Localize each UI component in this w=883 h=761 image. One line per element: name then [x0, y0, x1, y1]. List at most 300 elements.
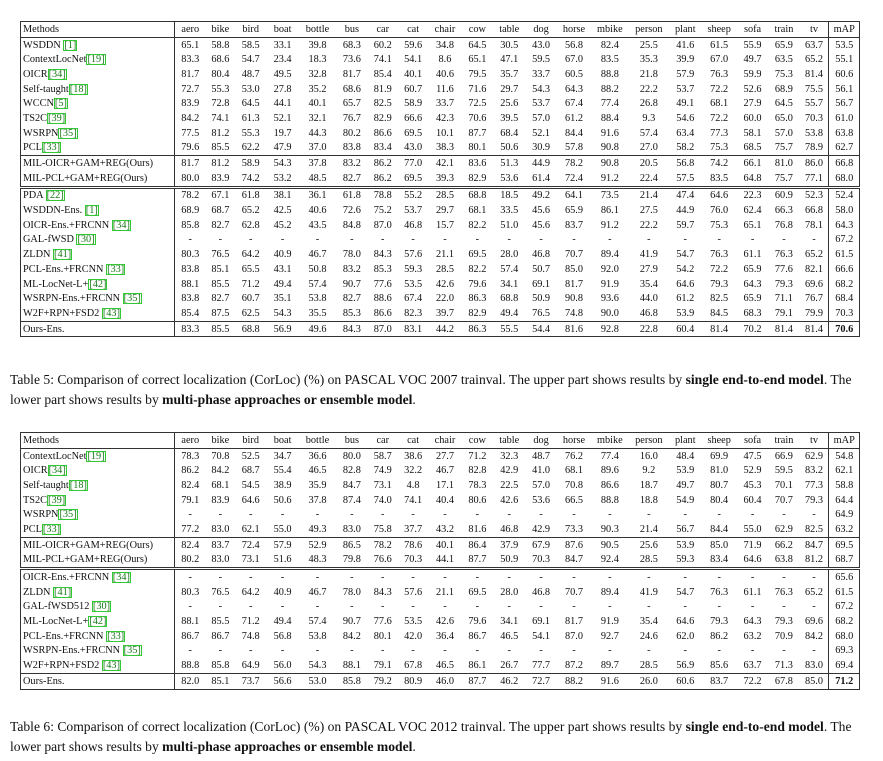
- value-cell: 18.8: [639, 494, 658, 506]
- value-cell: 22.8: [629, 321, 669, 337]
- method-name: [21, 600, 175, 615]
- value-cell: 40.1: [428, 537, 461, 552]
- method-label: WSDDN-Ens.: [23, 205, 85, 217]
- value-cell: 84.5: [710, 307, 729, 319]
- value-cell: 67.1: [206, 187, 235, 203]
- value-cell: 78.2: [174, 187, 205, 203]
- citation-link[interactable]: [34]: [48, 465, 66, 477]
- method-label: ZLDN: [23, 249, 54, 261]
- value-cell: 68.7: [211, 205, 230, 217]
- value-cell: 60.7: [404, 83, 423, 95]
- citation-link[interactable]: [18]: [69, 479, 87, 491]
- method-name: [21, 187, 175, 203]
- value-cell: 68.4: [829, 291, 860, 306]
- value-cell: 83.6: [462, 156, 493, 171]
- value-cell: 79.8: [342, 554, 361, 566]
- value-cell: 82.9: [468, 307, 487, 319]
- value-cell: 86.6: [373, 307, 392, 319]
- value-cell: 24.6: [639, 630, 658, 642]
- value-cell: 62.9: [774, 523, 793, 535]
- value-cell: 73.1: [373, 479, 392, 491]
- citation-link[interactable]: [34]: [112, 572, 130, 584]
- value-cell: -: [493, 569, 525, 585]
- column-header: horse: [557, 22, 591, 38]
- value-cell: 63.7: [805, 39, 824, 51]
- value-cell: -: [683, 509, 687, 521]
- value-cell: 32.2: [404, 465, 423, 477]
- value-cell: 68.4: [500, 127, 519, 139]
- value-cell: 80.6: [468, 494, 487, 506]
- value-cell: 67.2: [829, 233, 860, 248]
- value-cell: 92.0: [600, 263, 619, 275]
- value-cell: -: [608, 645, 612, 657]
- value-cell: 23.4: [273, 54, 292, 66]
- method-label: WSRPN: [23, 509, 59, 521]
- value-cell: 65.1: [468, 54, 487, 66]
- value-cell: 75.5: [805, 83, 824, 95]
- value-cell: 87.5: [211, 307, 230, 319]
- value-cell: 82.7: [211, 293, 230, 305]
- value-cell: 85.8: [174, 218, 205, 233]
- method-label: Self-taught: [23, 83, 69, 95]
- value-cell: 67.4: [404, 293, 423, 305]
- citation-link[interactable]: [19]: [87, 450, 105, 462]
- value-cell: 77.2: [174, 522, 205, 537]
- table-row: [21, 67, 860, 82]
- value-cell: 76.3: [710, 586, 729, 598]
- value-cell: -: [647, 601, 651, 613]
- value-cell: 72.2: [737, 674, 768, 690]
- value-cell: 54.3: [308, 660, 327, 672]
- value-cell: 54.8: [829, 448, 860, 463]
- value-cell: 83.7: [701, 674, 736, 690]
- value-cell: 89.4: [600, 586, 619, 598]
- value-cell: 70.8: [211, 450, 230, 462]
- citation-link[interactable]: [35]: [123, 293, 141, 305]
- value-cell: 83.9: [211, 494, 230, 506]
- value-cell: 43.0: [404, 142, 423, 154]
- value-cell: 67.8: [404, 660, 423, 672]
- value-cell: 46.2: [493, 674, 525, 690]
- value-cell: -: [591, 569, 628, 585]
- value-cell: 63.8: [774, 554, 793, 566]
- value-cell: 56.8: [564, 39, 583, 51]
- value-cell: 79.3: [774, 278, 793, 290]
- value-cell: 86.7: [468, 630, 487, 642]
- value-cell: 68.7: [241, 465, 260, 477]
- table-header-row: [21, 22, 860, 38]
- method-name: [21, 233, 175, 248]
- value-cell: 37.8: [299, 156, 336, 171]
- value-cell: 62.1: [829, 463, 860, 478]
- value-cell: 33.5: [500, 205, 519, 217]
- citation-link[interactable]: [19]: [87, 54, 105, 66]
- caption-bold: single end-to-end model: [685, 719, 824, 734]
- value-cell: 79.1: [174, 493, 205, 508]
- column-header: mbike: [591, 433, 628, 449]
- value-cell: 80.3: [174, 585, 205, 600]
- value-cell: -: [411, 645, 415, 657]
- citation-link[interactable]: [43]: [102, 660, 121, 672]
- method-label: ContextLocNet: [23, 54, 87, 66]
- value-cell: 70.3: [532, 554, 551, 566]
- value-cell: -: [812, 234, 816, 246]
- method-label: OICR-Ens.+FRCNN: [23, 572, 112, 584]
- value-cell: 53.9: [669, 537, 701, 552]
- value-cell: 70.3: [404, 554, 423, 566]
- citation-link[interactable]: [33]: [42, 523, 61, 535]
- value-cell: -: [750, 234, 755, 246]
- value-cell: 82.8: [468, 465, 487, 477]
- value-cell: 53.7: [676, 83, 695, 95]
- value-cell: 42.6: [435, 616, 454, 628]
- value-cell: 21.4: [629, 187, 669, 203]
- table-row: [21, 141, 860, 156]
- value-cell: 46.5: [308, 465, 327, 477]
- value-cell: 65.2: [805, 54, 824, 66]
- value-cell: 57.8: [564, 142, 583, 154]
- value-cell: -: [717, 645, 721, 657]
- value-cell: -: [315, 509, 320, 521]
- value-cell: 56.7: [829, 96, 860, 111]
- value-cell: 88.2: [557, 674, 591, 690]
- value-cell: 46.7: [308, 586, 327, 598]
- value-cell: 52.9: [743, 465, 762, 477]
- table-row: [21, 537, 860, 552]
- value-cell: 60.4: [743, 494, 762, 506]
- method-label: TS2C: [23, 112, 48, 124]
- value-cell: 18.7: [639, 479, 658, 491]
- value-cell: 65.0: [774, 112, 793, 124]
- value-cell: 45.6: [532, 205, 551, 217]
- value-cell: 85.1: [206, 674, 235, 690]
- value-cell: 45.3: [743, 479, 762, 491]
- value-cell: 49.3: [308, 523, 327, 535]
- caption-bold: multi-phase approaches or ensemble model: [162, 739, 413, 754]
- value-cell: 85.0: [701, 537, 736, 552]
- value-cell: 33.7: [435, 98, 454, 110]
- value-cell: 53.6: [500, 172, 519, 184]
- column-header: cow: [462, 22, 493, 38]
- value-cell: 66.1: [737, 156, 768, 171]
- citation-link[interactable]: [41]: [54, 249, 72, 261]
- citation-link[interactable]: [39]: [48, 112, 66, 124]
- value-cell: 82.9: [373, 112, 392, 124]
- value-cell: 55.4: [273, 465, 292, 477]
- value-cell: 53.2: [273, 172, 292, 184]
- value-cell: 74.2: [701, 156, 736, 171]
- value-cell: -: [411, 509, 415, 521]
- value-cell: 83.7: [564, 219, 583, 231]
- value-cell: 76.7: [342, 112, 361, 124]
- value-cell: 83.2: [342, 263, 361, 275]
- value-cell: 70.2: [737, 321, 768, 337]
- value-cell: 46.5: [500, 630, 519, 642]
- value-cell: 68.3: [342, 39, 361, 51]
- value-cell: 71.6: [468, 83, 487, 95]
- citation-link[interactable]: [33]: [107, 263, 125, 275]
- value-cell: 46.7: [435, 465, 454, 477]
- method-label: ML-LocNet-L+: [23, 616, 89, 628]
- table-row: [21, 614, 860, 629]
- value-cell: 71.2: [468, 450, 487, 462]
- column-header: Methods: [21, 22, 175, 38]
- value-cell: 43.5: [308, 219, 327, 231]
- method-label: TS2C: [23, 494, 48, 506]
- method-label: Self-taught: [23, 479, 69, 491]
- value-cell: 72.7: [174, 82, 205, 97]
- value-cell: 86.2: [373, 172, 392, 184]
- caption-text: . The lower part shows results by: [10, 372, 852, 407]
- value-cell: -: [266, 569, 298, 585]
- citation-link[interactable]: [30]: [77, 234, 95, 246]
- value-cell: -: [411, 234, 415, 246]
- value-cell: 70.7: [564, 586, 583, 598]
- value-cell: 52.6: [743, 83, 762, 95]
- value-cell: 66.6: [829, 262, 860, 277]
- value-cell: 54.4: [525, 321, 556, 337]
- table-row: [21, 507, 860, 522]
- value-cell: 8.6: [438, 54, 452, 66]
- method-name: [21, 493, 175, 508]
- value-cell: 88.1: [174, 614, 205, 629]
- value-cell: 72.5: [468, 98, 487, 110]
- value-cell: 57.0: [532, 479, 551, 491]
- value-cell: 87.4: [342, 494, 361, 506]
- value-cell: 92.8: [591, 321, 628, 337]
- ensemble-row: [21, 674, 860, 690]
- value-cell: 56.9: [266, 321, 298, 337]
- value-cell: -: [475, 509, 480, 521]
- method-label: GAL-fWSD: [23, 234, 77, 246]
- value-cell: -: [475, 645, 480, 657]
- value-cell: -: [475, 601, 480, 613]
- value-cell: 84.2: [174, 111, 205, 126]
- value-cell: 83.7: [206, 537, 235, 552]
- value-cell: -: [248, 601, 253, 613]
- value-cell: 44.9: [525, 156, 556, 171]
- value-cell: -: [218, 509, 223, 521]
- value-cell: 79.9: [805, 307, 824, 319]
- value-cell: 80.4: [211, 68, 230, 80]
- citation-link[interactable]: [34]: [112, 219, 130, 231]
- citation-link[interactable]: [39]: [48, 494, 66, 506]
- value-cell: -: [717, 509, 721, 521]
- value-cell: 54.3: [273, 307, 292, 319]
- value-cell: 60.4: [669, 321, 701, 337]
- value-cell: -: [299, 569, 336, 585]
- value-cell: 84.3: [373, 249, 392, 261]
- citation-link[interactable]: [33]: [42, 142, 61, 154]
- method-name: [21, 478, 175, 493]
- value-cell: 65.9: [774, 39, 793, 51]
- value-cell: 76.3: [710, 68, 729, 80]
- value-cell: -: [800, 569, 829, 585]
- value-cell: 63.4: [676, 127, 695, 139]
- value-cell: 71.2: [829, 674, 860, 690]
- method-name: [21, 82, 175, 97]
- value-cell: 21.1: [435, 586, 454, 598]
- value-cell: 44.9: [676, 205, 695, 217]
- value-cell: 65.7: [342, 98, 361, 110]
- value-cell: 62.7: [829, 141, 860, 156]
- method-name: [21, 658, 175, 673]
- value-cell: 45.2: [273, 219, 292, 231]
- table-row: [21, 463, 860, 478]
- value-cell: 61.0: [829, 111, 860, 126]
- value-cell: 62.0: [676, 630, 695, 642]
- value-cell: 78.6: [398, 537, 428, 552]
- value-cell: 81.7: [342, 68, 361, 80]
- value-cell: 64.6: [701, 187, 736, 203]
- value-cell: 53.5: [404, 616, 423, 628]
- citation-link[interactable]: [35]: [123, 645, 141, 657]
- value-cell: 61.8: [336, 187, 367, 203]
- value-cell: 37.7: [404, 523, 423, 535]
- citation-link[interactable]: [18]: [69, 83, 87, 95]
- value-cell: 69.1: [532, 616, 551, 628]
- value-cell: 86.5: [336, 537, 367, 552]
- citation-link[interactable]: [33]: [107, 630, 125, 642]
- citation-link[interactable]: [1]: [85, 205, 98, 217]
- value-cell: 81.4: [701, 321, 736, 337]
- value-cell: -: [812, 509, 816, 521]
- value-cell: 80.9: [398, 674, 428, 690]
- value-cell: -: [750, 645, 755, 657]
- value-cell: 35.2: [308, 83, 327, 95]
- value-cell: -: [381, 645, 385, 657]
- value-cell: 41.9: [639, 249, 658, 261]
- value-cell: 32.1: [308, 112, 327, 124]
- table-row: [21, 553, 860, 569]
- value-cell: 65.9: [743, 263, 762, 275]
- value-cell: 69.4: [829, 658, 860, 673]
- value-cell: 80.1: [373, 630, 392, 642]
- value-cell: 78.0: [342, 586, 361, 598]
- value-cell: 35.9: [308, 479, 327, 491]
- value-cell: 35.1: [273, 293, 292, 305]
- table-row: [21, 658, 860, 673]
- value-cell: 84.3: [336, 321, 367, 337]
- value-cell: 41.0: [532, 465, 551, 477]
- citation-link[interactable]: [42]: [89, 278, 107, 290]
- citation-link[interactable]: [22]: [46, 190, 64, 202]
- value-cell: -: [443, 601, 447, 613]
- method-name: [21, 674, 175, 690]
- value-cell: -: [539, 234, 543, 246]
- value-cell: 61.1: [743, 249, 762, 261]
- value-cell: 85.5: [211, 142, 230, 154]
- value-cell: 27.5: [639, 205, 658, 217]
- value-cell: 82.3: [404, 307, 423, 319]
- citation-link[interactable]: [35]: [59, 127, 77, 139]
- value-cell: 20.5: [629, 156, 669, 171]
- value-cell: -: [475, 234, 480, 246]
- method-name: [21, 171, 175, 187]
- value-cell: 61.1: [743, 586, 762, 598]
- citation-link[interactable]: [41]: [54, 586, 72, 598]
- value-cell: 87.2: [564, 660, 583, 672]
- value-cell: 58.9: [404, 98, 423, 110]
- value-cell: 87.7: [462, 674, 493, 690]
- value-cell: 39.5: [500, 112, 519, 124]
- value-cell: 76.8: [774, 219, 793, 231]
- value-cell: 78.3: [174, 448, 205, 463]
- value-cell: 58.2: [676, 142, 695, 154]
- value-cell: 84.2: [211, 465, 230, 477]
- value-cell: 49.7: [743, 54, 762, 66]
- value-cell: -: [539, 601, 543, 613]
- value-cell: 22.5: [500, 479, 519, 491]
- value-cell: 42.6: [500, 494, 519, 506]
- value-cell: 26.8: [639, 98, 658, 110]
- value-cell: 36.1: [299, 187, 336, 203]
- value-cell: 49.4: [500, 307, 519, 319]
- value-cell: 65.1: [174, 37, 205, 52]
- column-header: person: [629, 22, 669, 38]
- table-row: [21, 156, 860, 171]
- value-cell: 56.7: [676, 523, 695, 535]
- value-cell: 48.7: [241, 68, 260, 80]
- value-cell: -: [717, 234, 721, 246]
- value-cell: 69.6: [805, 616, 824, 628]
- citation-link[interactable]: [42]: [89, 616, 107, 628]
- citation-link[interactable]: [1]: [64, 39, 77, 51]
- value-cell: 66.3: [774, 205, 793, 217]
- value-cell: -: [812, 645, 816, 657]
- method-name: [21, 644, 175, 659]
- value-cell: 68.1: [710, 98, 729, 110]
- value-cell: 28.0: [500, 586, 519, 598]
- value-cell: 33.1: [273, 39, 292, 51]
- value-cell: 54.6: [676, 112, 695, 124]
- column-header: sheep: [701, 22, 736, 38]
- value-cell: 72.8: [211, 98, 230, 110]
- citation-link[interactable]: [30]: [92, 601, 111, 613]
- value-cell: 64.8: [743, 172, 762, 184]
- citation-link[interactable]: [5]: [54, 98, 67, 110]
- value-cell: 69.6: [805, 278, 824, 290]
- value-cell: 60.6: [669, 674, 701, 690]
- value-cell: 78.3: [468, 479, 487, 491]
- value-cell: 32.8: [308, 68, 327, 80]
- table-6-caption: [10, 717, 872, 757]
- value-cell: 91.2: [600, 172, 619, 184]
- value-cell: 68.5: [743, 142, 762, 154]
- citation-link[interactable]: [34]: [48, 68, 66, 80]
- value-cell: -: [572, 645, 576, 657]
- value-cell: 42.1: [428, 156, 461, 171]
- caption-text: Table 5: Comparison of correct localization (CorLoc) (%) on PASCAL VOC 2007 trainval. The upper part shows results by: [10, 372, 686, 387]
- column-header: mAP: [829, 433, 860, 449]
- value-cell: 85.3: [373, 263, 392, 275]
- value-cell: 65.2: [805, 586, 824, 598]
- value-cell: 43.0: [532, 39, 551, 51]
- value-cell: 66.8: [805, 205, 824, 217]
- value-cell: 36.6: [308, 450, 327, 462]
- value-cell: 73.7: [235, 674, 266, 690]
- value-cell: 26.7: [500, 660, 519, 672]
- citation-link[interactable]: [35]: [59, 509, 77, 521]
- value-cell: 77.3: [805, 479, 824, 491]
- value-cell: -: [782, 234, 786, 246]
- value-cell: 72.6: [342, 205, 361, 217]
- method-name: [21, 218, 175, 233]
- table-row: [21, 218, 860, 233]
- method-label: MIL-OICR+GAM+REG(Ours): [23, 539, 154, 551]
- citation-link[interactable]: [43]: [102, 307, 121, 319]
- value-cell: 90.7: [342, 616, 361, 628]
